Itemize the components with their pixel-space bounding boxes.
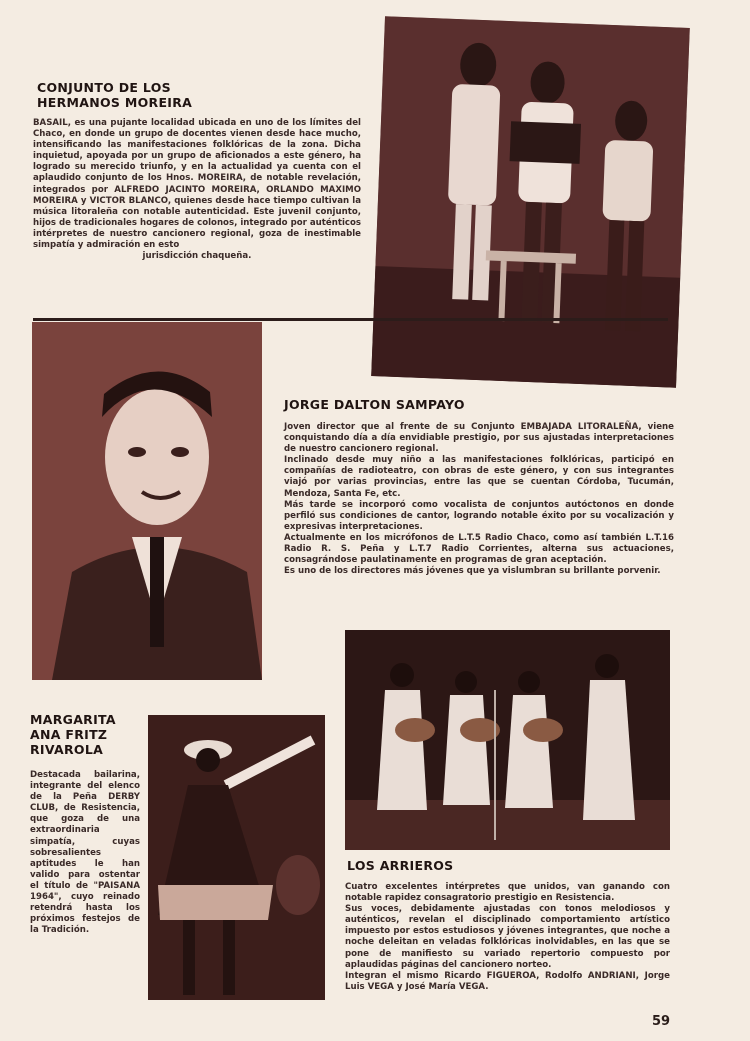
section-divider <box>33 318 668 321</box>
rivarola-title-line3: RIVAROLA <box>30 742 104 757</box>
arrieros-paragraph-3: Integran el mismo Ricardo FIGUEROA, Rodolfo ANDRIANI, Jorge Luis VEGA y José María VEGA. <box>345 970 670 992</box>
sampayo-paragraph-1: Joven director que al frente de su Conjunto EMBAJADA LITORALEÑA, viene conquistando día a día envidiable prestigio, por sus ajustadas interpretaciones de nuestro cancionero regional. <box>284 422 674 455</box>
page-number: 59 <box>652 1014 671 1029</box>
arrieros-title: LOS ARRIEROS <box>347 858 454 873</box>
arrieros-paragraph-1: Cuatro excelentes intérpretes que unidos, van ganando con notable rapidez consagratorio prestigio en Resistencia. <box>345 882 670 904</box>
moreira-title <box>37 80 277 110</box>
arrieros-paragraph-2: Sus voces, debidamente ajustadas con tonos melodiosos y auténticos, revelan el disciplinado comportamiento artístico impuesto por estos estudiosos y jóvenes integrantes, que noche a noche deleitan en veladas folklóricas inolvidables, en las que se pone de manifiesto su variado repertorio compuesto por aplaudidas páginas del cancionero norteo. <box>345 904 670 970</box>
moreira-photo <box>371 16 690 387</box>
arrieros-photo-art <box>345 630 670 850</box>
moreira-paragraph: BASAIL, es una pujante localidad ubicada en uno de los límites del Chaco, en donde un grupo de docentes vienen desde hace mucho, intensificando las manifestaciones folklóricas de la zona. Dicha inquietud, apoyada por un grupo de aficionados a este género, ha logrado su merecido triunfo, y en la actualidad ya cuenta con el aplaudido conjunto de los Hnos. MOREIRA, de notable revelación, integrados por ALFREDO JACINTO MOREIRA, ORLANDO MAXIMO MOREIRA y VICTOR BLANCO, quienes desde hace tiempo cultivan la música litoraleña con notable autenticidad. Este juvenil conjunto, hijos de tradicionales hogares de colonos, integrado por auténticos intérpretes de nuestro cancionero regional, goza de inestimable simpatía y admiración en esto <box>33 118 361 251</box>
moreira-photo-art <box>371 16 690 387</box>
moreira-title-line1: CONJUNTO DE LOS <box>37 80 171 95</box>
arrieros-photo <box>345 630 670 850</box>
arrieros-body <box>345 882 670 993</box>
rivarola-title-line2: ANA FRITZ <box>30 727 108 742</box>
rivarola-title-line1: MARGARITA <box>30 712 116 727</box>
moreira-body <box>33 118 361 262</box>
sampayo-portrait <box>32 322 262 680</box>
sampayo-body <box>284 422 674 577</box>
rivarola-photo <box>148 715 325 1000</box>
rivarola-body <box>30 770 140 936</box>
sampayo-paragraph-4: Actualmente en los micrófonos de L.T.5 Radio Chaco, como así también L.T.16 Radio R. S. Peña y L.T.7 Radio Corrientes, alterna sus actuaciones, consagrándose paulatinamente en programas de gran aceptación. <box>284 532 674 566</box>
sampayo-portrait-art <box>32 322 262 680</box>
rivarola-title <box>30 712 150 757</box>
sampayo-title: JORGE DALTON SAMPAYO <box>284 397 465 412</box>
moreira-title-line2: HERMANOS MOREIRA <box>37 95 193 110</box>
sampayo-paragraph-2: Inclinado desde muy niño a las manifestaciones folklóricas, participó en compañías de radioteatro, con obras de este género, y con sus integrantes viajó por varias provincias, entre las que se cuentan Córdoba, Tucumán, Mendoza, Santa Fe, etc. <box>284 455 674 499</box>
rivarola-paragraph: Destacada bailarina, integrante del elenco de la Peña DERBY CLUB, de Resistencia, que goza de una extraordinaria simpatía, cuyas sobresalientes aptitudes le han valido para ostentar el título de "PAISANA 1964", cuyo reinado retendrá hasta los próximos festejos de la Tradición. <box>30 770 140 936</box>
rivarola-photo-art <box>148 715 325 1000</box>
moreira-paragraph-end: jurisdicción chaqueña. <box>142 251 252 262</box>
sampayo-paragraph-5: Es uno de los directores más jóvenes que ya vislumbran su brillante porvenir. <box>284 566 661 577</box>
sampayo-paragraph-3: Más tarde se incorporó como vocalista de conjuntos autóctonos en donde perfiló sus condiciones de cantor, logrando notable éxito por su vocalización y expresivas interpretaciones. <box>284 499 674 532</box>
